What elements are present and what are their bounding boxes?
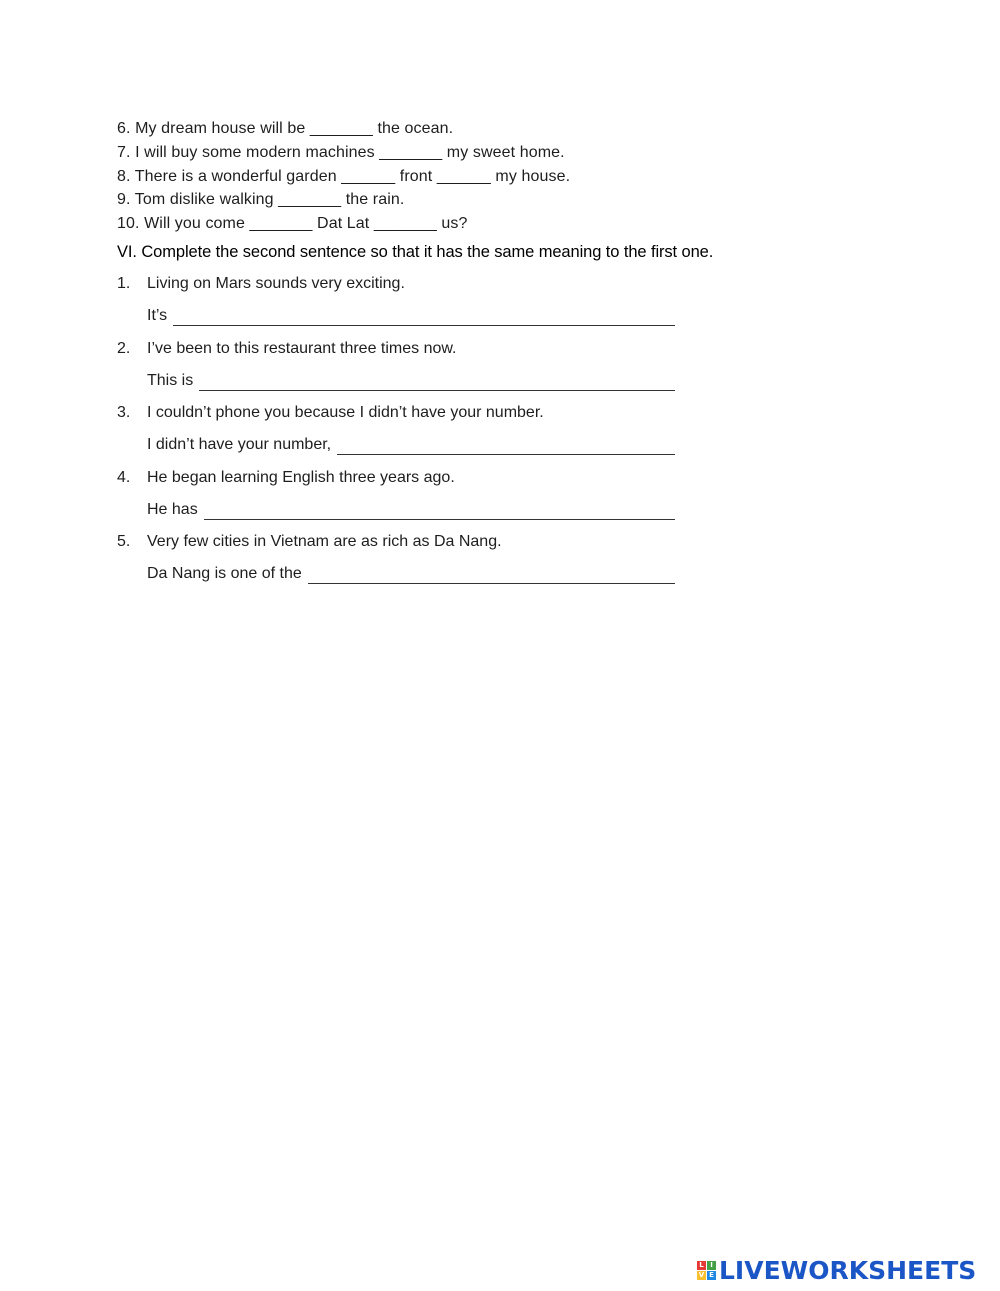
item-number: 3.	[117, 404, 131, 421]
item-question: I couldn’t phone you because I didn’t have your number.	[147, 404, 544, 421]
rewrite-item	[117, 275, 717, 340]
answer-row	[147, 307, 675, 326]
exercise-line-10: 10. Will you come _______ Dat Lat _______ us?	[117, 215, 468, 233]
liveworksheets-logo[interactable]	[697, 1254, 976, 1286]
logo-mark-letter: I	[707, 1261, 716, 1270]
answer-blank[interactable]	[173, 307, 675, 326]
item-number: 4.	[117, 468, 131, 486]
exercise-line-9: 9. Tom dislike walking _______ the rain.	[117, 191, 405, 209]
rewrite-item	[117, 533, 717, 598]
answer-blank[interactable]	[308, 565, 675, 584]
item-question: He began learning English three years ago.	[147, 468, 455, 486]
answer-prompt: I didn’t have your number,	[147, 436, 332, 453]
answer-prompt: It’s	[147, 307, 168, 324]
item-number: 1.	[117, 275, 131, 292]
rewrite-item	[117, 404, 717, 469]
answer-blank[interactable]	[204, 501, 675, 520]
exercise-line-6: 6. My dream house will be _______ the ocean.	[117, 120, 454, 137]
logo-mark-icon	[697, 1261, 716, 1280]
logo-mark-letter: L	[697, 1261, 706, 1270]
section-heading: VI. Complete the second sentence so that it has the same meaning to the first one.	[117, 243, 714, 261]
answer-blank[interactable]	[337, 436, 675, 455]
answer-blank[interactable]	[199, 372, 675, 391]
answer-prompt: Da Nang is one of the	[147, 565, 302, 582]
item-number: 5.	[117, 533, 131, 550]
rewrite-item	[117, 469, 717, 534]
answer-row	[147, 436, 675, 455]
answer-row	[147, 565, 675, 584]
answer-prompt: He has	[147, 500, 198, 518]
logo-mark-letter: E	[707, 1271, 716, 1280]
exercise-line-8: 8. There is a wonderful garden ______ front ______ my house.	[117, 167, 571, 185]
answer-prompt: This is	[147, 371, 194, 389]
logo-text: LIVEWORKSHEETS	[719, 1255, 977, 1285]
item-question: Very few cities in Vietnam are as rich as Da Nang.	[147, 533, 502, 550]
answer-row	[147, 501, 675, 520]
logo-mark-letter: V	[698, 1270, 705, 1279]
item-question: I’ve been to this restaurant three times now.	[147, 339, 457, 357]
preposition-exercise	[117, 117, 817, 236]
item-number: 2.	[117, 339, 131, 357]
rewrite-item	[117, 340, 717, 405]
rewrite-exercise	[117, 275, 717, 598]
answer-row	[147, 372, 675, 391]
exercise-line-7: 7. I will buy some modern machines _______ my sweet home.	[117, 143, 565, 161]
item-question: Living on Mars sounds very exciting.	[147, 275, 405, 292]
